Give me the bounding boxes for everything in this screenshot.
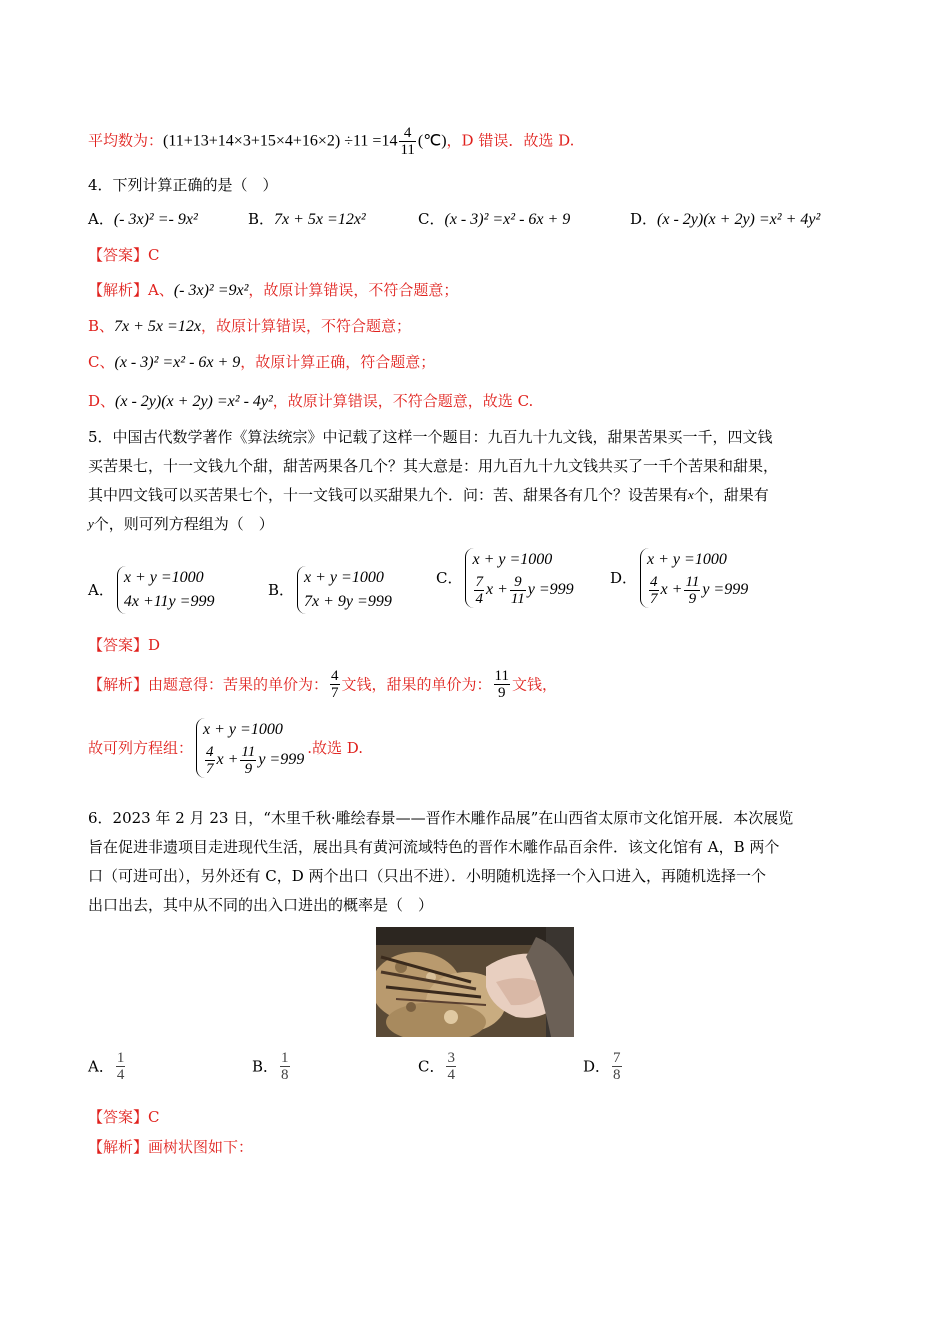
- avg-tail: ，D 错误．故选 D.: [446, 131, 575, 150]
- q5-option-d: D． x + y =1000 $\frac{4}{7}$ x + $\frac{11}{9}$ y =999: [610, 548, 751, 608]
- q5-answer: 【答案】D: [88, 636, 161, 654]
- q6-analysis: 【解析】画树状图如下：: [88, 1138, 254, 1156]
- avg-fraction: $\frac{4}{11}$: [400, 125, 415, 158]
- q6-option-b: B． $\frac{1}{8}$: [252, 1050, 289, 1083]
- equation-system: x + y =1000 7x + 9y =999: [297, 566, 392, 614]
- q4-option-b: B．7x + 5x =12x²: [248, 210, 366, 228]
- q5-analysis-2: 故可列方程组： x + y =1000 $\frac{4}{7}$ x + $\frac{11}{9}$ y =999 .故选 D.: [88, 718, 363, 778]
- q6-line-3: 口（可进可出），另外还有 C，D 两个出口（只出不进）．小明随机选择一个入口进入，再随机选择一个: [88, 867, 767, 885]
- q6-line-2: 旨在促进非遗项目走进现代生活，展出具有黄河流域特色的晋作木雕作品百余件．该文化馆有 A，B 两个: [88, 838, 780, 856]
- q4-analysis-c: C、(x - 3)² =x² - 6x + 9，故原计算正确，符合题意；: [88, 353, 436, 371]
- q4-option-d: D．(x - 2y)(x + 2y) =x² + 4y²: [630, 210, 821, 228]
- average-line: [88, 125, 574, 158]
- q4-analysis-b: B、7x + 5x =12x，故原计算错误，不符合题意；: [88, 317, 411, 335]
- q5-analysis-1: 【解析】由题意得：苦果的单价为： $\frac{4}{7}$ 文钱，甜果的单价为： $\frac{11}{9}$ 文钱，: [88, 668, 557, 701]
- q4-analysis-a: 【解析】A、(- 3x)² =9x²，故原计算错误，不符合题意；: [88, 281, 459, 299]
- q6-option-d: D． $\frac{7}{8}$: [583, 1050, 621, 1083]
- q4-answer: 【答案】C: [88, 246, 160, 264]
- q5-line-3: 其中四文钱可以买苦果七个，十一文钱可以买甜果九个．问：苦、甜果各有几个？设苦果有x个，甜果有: [88, 486, 769, 504]
- q4-stem: 4．下列计算正确的是（ ）: [88, 176, 278, 194]
- q4-option-a: A．(- 3x)² =- 9x²: [88, 210, 198, 228]
- q4-option-c: C．(x - 3)² =x² - 6x + 9: [418, 210, 571, 228]
- q6-line-1: 6．2023 年 2 月 23 日，“木里千秋·雕绘春景——晋作木雕作品展”在山西省太原市文化馆开展．本次展览: [88, 809, 794, 827]
- equation-system: x + y =1000 $\frac{7}{4}$ x + $\frac{9}{11}$ y =999: [465, 548, 573, 608]
- q5-line-4: y个，则可列方程组为（ ）: [88, 515, 274, 533]
- avg-label: 平均数为：: [88, 131, 164, 150]
- q5-line-1: 5．中国古代数学著作《算法统宗》中记载了这样一个题目：九百九十九文钱，甜果苦果买一千，四文钱: [88, 428, 773, 446]
- q5-line-2: 买苦果七，十一文钱九个甜，甜苦两果各几个？其大意是：用九百九十九文钱共买了一千个苦果和甜果，: [88, 457, 779, 475]
- q5-option-a: A． x + y =1000 4x +11y =999: [88, 566, 217, 614]
- equation-system: x + y =1000 4x +11y =999: [117, 566, 215, 614]
- avg-unit: (℃): [417, 132, 447, 150]
- avg-expression: (11+13+14×3+15×4+16×2) ÷11 =14: [163, 132, 398, 150]
- q5-option-b: B． x + y =1000 7x + 9y =999: [268, 566, 395, 614]
- q6-answer: 【答案】C: [88, 1108, 160, 1126]
- equation-system: x + y =1000 $\frac{4}{7}$ x + $\frac{11}{9}$ y =999: [196, 718, 304, 778]
- wood-carving-photo: [376, 927, 574, 1037]
- q4-analysis-d: D、(x - 2y)(x + 2y) =x² - 4y²，故原计算错误，不符合题意，故选 C.: [88, 392, 534, 410]
- q6-option-c: C． $\frac{3}{4}$: [418, 1050, 455, 1083]
- q6-line-4: 出口出去，其中从不同的出入口进出的概率是（ ）: [88, 896, 434, 914]
- q5-option-c: C． x + y =1000 $\frac{7}{4}$ x + $\frac{9}{11}$ y =999: [436, 548, 577, 608]
- equation-system: x + y =1000 $\frac{4}{7}$ x + $\frac{11}{9}$ y =999: [640, 548, 748, 608]
- q6-option-a: A． $\frac{1}{4}$: [88, 1050, 125, 1083]
